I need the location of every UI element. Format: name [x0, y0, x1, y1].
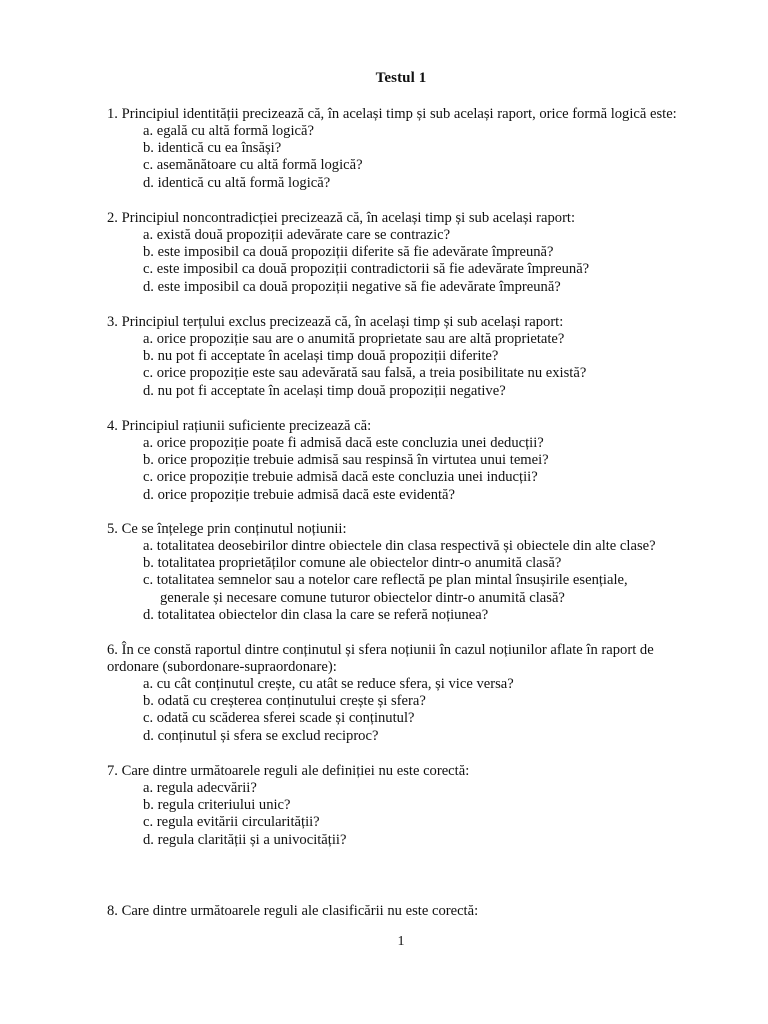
option-c: c. este imposibil ca două propoziții contradictorii să fie adevărate împreună?	[143, 261, 590, 278]
question-2	[107, 210, 707, 296]
option-d: d. este imposibil ca două propoziții negative să fie adevărate împreună?	[143, 278, 561, 295]
question-text: 2. Principiul noncontradicției precizează că, în același timp și sub același raport:	[107, 210, 576, 226]
option-a: a. există două propoziții adevărate care se contrazic?	[143, 227, 451, 243]
option-list	[107, 676, 707, 745]
question-7	[107, 763, 707, 849]
option-a: a. orice propoziție poate fi admisă dacă este concluzia unei deducții?	[143, 435, 544, 451]
option-d: d. orice propoziție trebuie admisă dacă este evidentă?	[143, 486, 455, 503]
option-c: c. asemănătoare cu altă formă logică?	[143, 157, 363, 174]
option-d: d. nu pot fi acceptate în același timp două propoziții negative?	[143, 382, 506, 399]
question-text: 5. Ce se înțelege prin conținutul noțiunii:	[107, 521, 347, 537]
question-text: 4. Principiul rațiunii suficiente precizează că:	[107, 418, 372, 434]
question-text: 8. Care dintre următoarele reguli ale clasificării nu este corectă:	[107, 903, 479, 919]
option-b: b. este imposibil ca două propoziții diferite să fie adevărate împreună?	[143, 244, 554, 261]
question-text: 7. Care dintre următoarele reguli ale definiției nu este corectă:	[107, 763, 470, 779]
question-6	[107, 642, 707, 745]
option-c: c. regula evitării circularității?	[143, 814, 320, 831]
option-d: d. conținutul și sfera se exclud reciproc?	[143, 727, 379, 744]
page-number: 1	[397, 934, 405, 949]
question-5	[107, 521, 707, 624]
option-list	[107, 227, 707, 296]
option-c-text: c. totalitatea semnelor sau a notelor care reflectă pe plan mintal însușirile esențiale,	[143, 572, 628, 589]
question-4	[107, 418, 707, 504]
option-d: d. regula clarității și a univocității?	[143, 831, 347, 848]
option-b: b. nu pot fi acceptate în același timp două propoziții diferite?	[143, 348, 499, 365]
question-text: 3. Principiul terțului exclus precizează că, în același timp și sub același raport:	[107, 314, 564, 330]
option-d: d. totalitatea obiectelor din clasa la care se referă noțiunea?	[143, 606, 489, 623]
option-b: b. regula criteriului unic?	[143, 797, 291, 814]
option-c: c. odată cu scăderea sferei scade și conținutul?	[143, 710, 415, 727]
option-a: a. egală cu altă formă logică?	[143, 123, 314, 139]
option-c: c. orice propoziție trebuie admisă dacă este concluzia unei inducții?	[143, 469, 538, 486]
option-list	[107, 780, 707, 849]
option-list	[107, 331, 707, 400]
option-a: a. regula adecvării?	[143, 780, 257, 796]
option-c: c. orice propoziție este sau adevărată sau falsă, a treia posibilitate nu există?	[143, 365, 587, 382]
option-b: b. identică cu ea însăși?	[143, 140, 282, 157]
document-title: Testul 1	[375, 70, 427, 86]
option-a: a. orice propoziție sau are o anumită proprietate sau are altă proprietate?	[143, 331, 565, 347]
option-b: b. orice propoziție trebuie admisă sau respinsă în virtutea unui temei?	[143, 452, 549, 469]
option-a: a. cu cât conținutul crește, cu atât se reduce sfera, și vice versa?	[143, 676, 514, 692]
option-c-continuation: generale și necesare comune tuturor obiectelor dintr-o anumită clasă?	[160, 589, 565, 606]
option-list	[107, 123, 707, 192]
option-b: b. totalitatea proprietăților comune ale obiectelor dintr-o anumită clasă?	[143, 555, 562, 572]
option-b: b. odată cu creșterea conținutului crește și sfera?	[143, 693, 426, 710]
question-3	[107, 314, 707, 400]
question-text: 6. În ce constă raportul dintre conținutul și sfera noțiunii în cazul noțiunilor aflate în raport de ordonare (subordonare-supraordonare):	[107, 642, 654, 675]
option-list	[107, 538, 707, 624]
question-text: 1. Principiul identității precizează că, în același timp și sub același raport, orice formă logică este:	[107, 106, 677, 122]
question-1	[107, 106, 707, 192]
option-d: d. identică cu altă formă logică?	[143, 174, 331, 191]
option-a: a. totalitatea deosebirilor dintre obiectele din clasa respectivă și obiectele din alte clase?	[143, 538, 656, 554]
option-c	[143, 572, 707, 606]
option-list	[107, 435, 707, 504]
question-8	[107, 903, 707, 920]
